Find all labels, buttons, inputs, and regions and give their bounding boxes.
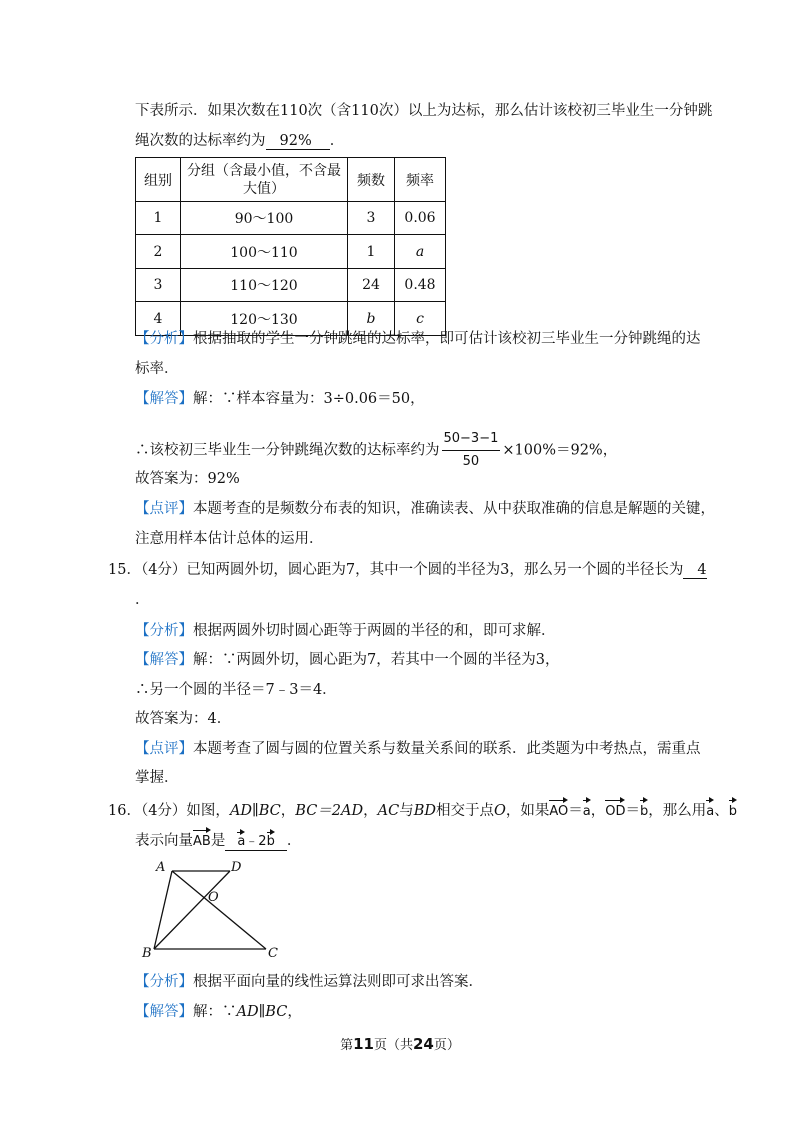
connector: ，如果: [505, 803, 550, 819]
vector-ab: AB: [193, 829, 211, 852]
q15-stem-end: ．: [135, 592, 150, 608]
q14-comment-line-2: 注意用样本估计总体的运用．: [135, 531, 324, 547]
separator: ，: [590, 803, 606, 819]
q16-analysis: [135, 972, 483, 992]
q14-analysis-line-2: 标率．: [135, 361, 179, 377]
table-cell: a: [395, 235, 446, 269]
table-cell: 4: [136, 302, 181, 336]
table-row: [136, 269, 446, 302]
vector-b: b: [267, 831, 275, 850]
fraction: [442, 429, 501, 472]
intro-line-2: [135, 131, 344, 151]
analysis-tag: 【分析】: [135, 974, 193, 990]
vector-ao: AO: [549, 799, 568, 822]
q16-answer: [135, 1002, 302, 1022]
connector: 相交于点: [435, 803, 494, 819]
label-b: B: [142, 946, 152, 961]
table-cell: 24: [348, 269, 395, 302]
equals: ＝: [568, 803, 583, 819]
table-cell: 1: [348, 235, 395, 269]
question-number: 16．（4分）如图，: [108, 803, 230, 819]
table-cell: c: [395, 302, 446, 336]
q15-analysis: [135, 621, 556, 641]
total-pages: 24: [413, 1035, 434, 1053]
connector: 与: [399, 803, 414, 819]
segment-ac: AC: [377, 803, 400, 819]
analysis-text: 根据平面向量的线性运算法则即可求出答案．: [193, 974, 483, 990]
table-cell: 0.06: [395, 202, 446, 235]
q15-answer-line-2: ∴另一个圆的半径＝7﹣3＝4．: [135, 682, 337, 698]
page-number: 11: [353, 1035, 374, 1053]
q15-answer-line-1: [135, 650, 559, 670]
page-footer: [0, 1034, 800, 1053]
separator: 、: [714, 803, 729, 819]
footer-text: 第: [340, 1038, 354, 1053]
vector-a: a: [706, 799, 714, 822]
label-d: D: [231, 860, 242, 875]
answer-text: 解：∵: [193, 1004, 237, 1020]
answer-text: 解：∵样本容量为：3÷0.06＝50，: [193, 391, 425, 407]
label-a: A: [156, 860, 166, 875]
analysis-tag: 【分析】: [135, 623, 193, 639]
table-cell: 110～120: [181, 269, 348, 302]
separator: ，: [280, 803, 296, 819]
analysis-text: 根据两圆外切时圆心距等于两圆的半径的和，即可求解．: [193, 623, 556, 639]
trapezoid-figure: [140, 856, 290, 966]
table-row: [136, 202, 446, 235]
condition-ad-parallel-bc: AD∥BC: [229, 803, 281, 819]
q14-answer-line-3: 故答案为：92%: [135, 471, 240, 487]
question-text: ．: [286, 833, 302, 849]
equals: ＝: [625, 803, 640, 819]
comment-tag: 【点评】: [135, 501, 193, 517]
fraction-numerator: 50−3−1: [442, 429, 501, 451]
q14-answer-line-1: [135, 389, 425, 409]
answer-blank-92: 92%: [266, 133, 330, 150]
table-cell: 90～100: [181, 202, 348, 235]
intro-line-2-text: 绳次数的达标率约为: [135, 133, 266, 149]
question-text: 是: [210, 833, 226, 849]
table-row: [136, 235, 446, 269]
answer-text: ，: [287, 1004, 302, 1020]
answer-tag: 【解答】: [135, 652, 193, 668]
intro-line-1: 下表所示．如果次数在110次（含110次）以上为达标，那么估计该校初三毕业生一分钟跳: [135, 103, 713, 119]
q15-stem: [108, 560, 707, 580]
segment-bd: BD: [413, 803, 436, 819]
connector: ，那么用: [648, 803, 707, 819]
answer-tag: 【解答】: [135, 391, 193, 407]
q15-comment-line-2: 掌握．: [135, 770, 179, 786]
header-range: 分组（含最小值，不含最大值）: [181, 158, 348, 202]
answer-text: ∴该校初三毕业生一分钟跳绳次数的达标率约为: [135, 442, 440, 459]
header-group: 组别: [136, 158, 181, 202]
answer-blank-4: 4: [683, 562, 706, 579]
table-cell: 3: [136, 269, 181, 302]
question-text: 表示向量: [135, 833, 193, 849]
q15-answer-line-3: 故答案为：4．: [135, 711, 232, 727]
vector-a: a: [237, 831, 245, 850]
analysis-tag: 【分析】: [135, 331, 193, 347]
table-cell: 120～130: [181, 302, 348, 336]
comment-text: 本题考查了圆与圆的位置关系与数量关系间的联系．此类题为中考热点，需重点: [193, 741, 701, 757]
table-cell: 2: [136, 235, 181, 269]
header-frequency: 频率: [395, 158, 446, 202]
comment-tag: 【点评】: [135, 741, 193, 757]
footer-text: 页（共: [373, 1038, 413, 1053]
q15-comment-line-1: [135, 739, 701, 759]
vector-od: OD: [605, 799, 625, 822]
answer-blank-vector: [225, 831, 287, 851]
q14-answer-line-2: [135, 429, 617, 472]
q14-comment-line-1: [135, 499, 715, 519]
analysis-text: 根据抽取的学生一分钟跳绳的达标率，即可估计该校初三毕业生一分钟跳绳的达: [193, 331, 701, 347]
table-cell: 100～110: [181, 235, 348, 269]
condition-bc-2ad: BC＝2AD: [295, 803, 364, 819]
footer-text: 页）: [433, 1038, 460, 1053]
answer-tag: 【解答】: [135, 1004, 193, 1020]
answer-text: ×100%＝92%，: [502, 442, 618, 459]
separator: ，: [363, 803, 378, 819]
vector-b: b: [729, 799, 737, 822]
segment-ab: [154, 871, 172, 949]
comment-text: 本题考查的是频数分布表的知识，准确读表、从中获取准确的信息是解题的关键，: [193, 501, 715, 517]
header-count: 频数: [348, 158, 395, 202]
answer-coefficient: ﹣2: [245, 834, 267, 849]
table-cell: b: [348, 302, 395, 336]
answer-condition: AD∥BC: [236, 1004, 288, 1020]
fraction-denominator: 50: [462, 454, 480, 469]
table-cell: 1: [136, 202, 181, 235]
q14-analysis-line-1: [135, 329, 701, 349]
q16-stem-line-2: [135, 829, 301, 852]
question-text: 15．（4分）已知两圆外切，圆心距为7，其中一个圆的半径为3，那么另一个圆的半径长为: [108, 562, 684, 578]
intro-line-2-end: ．: [329, 133, 345, 149]
point-o: O: [493, 803, 506, 819]
answer-text: 解：∵两圆外切，圆心距为7，若其中一个圆的半径为3，: [193, 652, 560, 668]
table-cell: 0.48: [395, 269, 446, 302]
table-header-row: [136, 158, 446, 202]
label-o: O: [208, 890, 219, 905]
table-cell: 3: [348, 202, 395, 235]
q16-stem-line-1: [108, 799, 737, 822]
vector-b: b: [640, 799, 648, 822]
label-c: C: [268, 946, 278, 961]
vector-a: a: [583, 799, 591, 822]
frequency-table: [135, 157, 446, 336]
